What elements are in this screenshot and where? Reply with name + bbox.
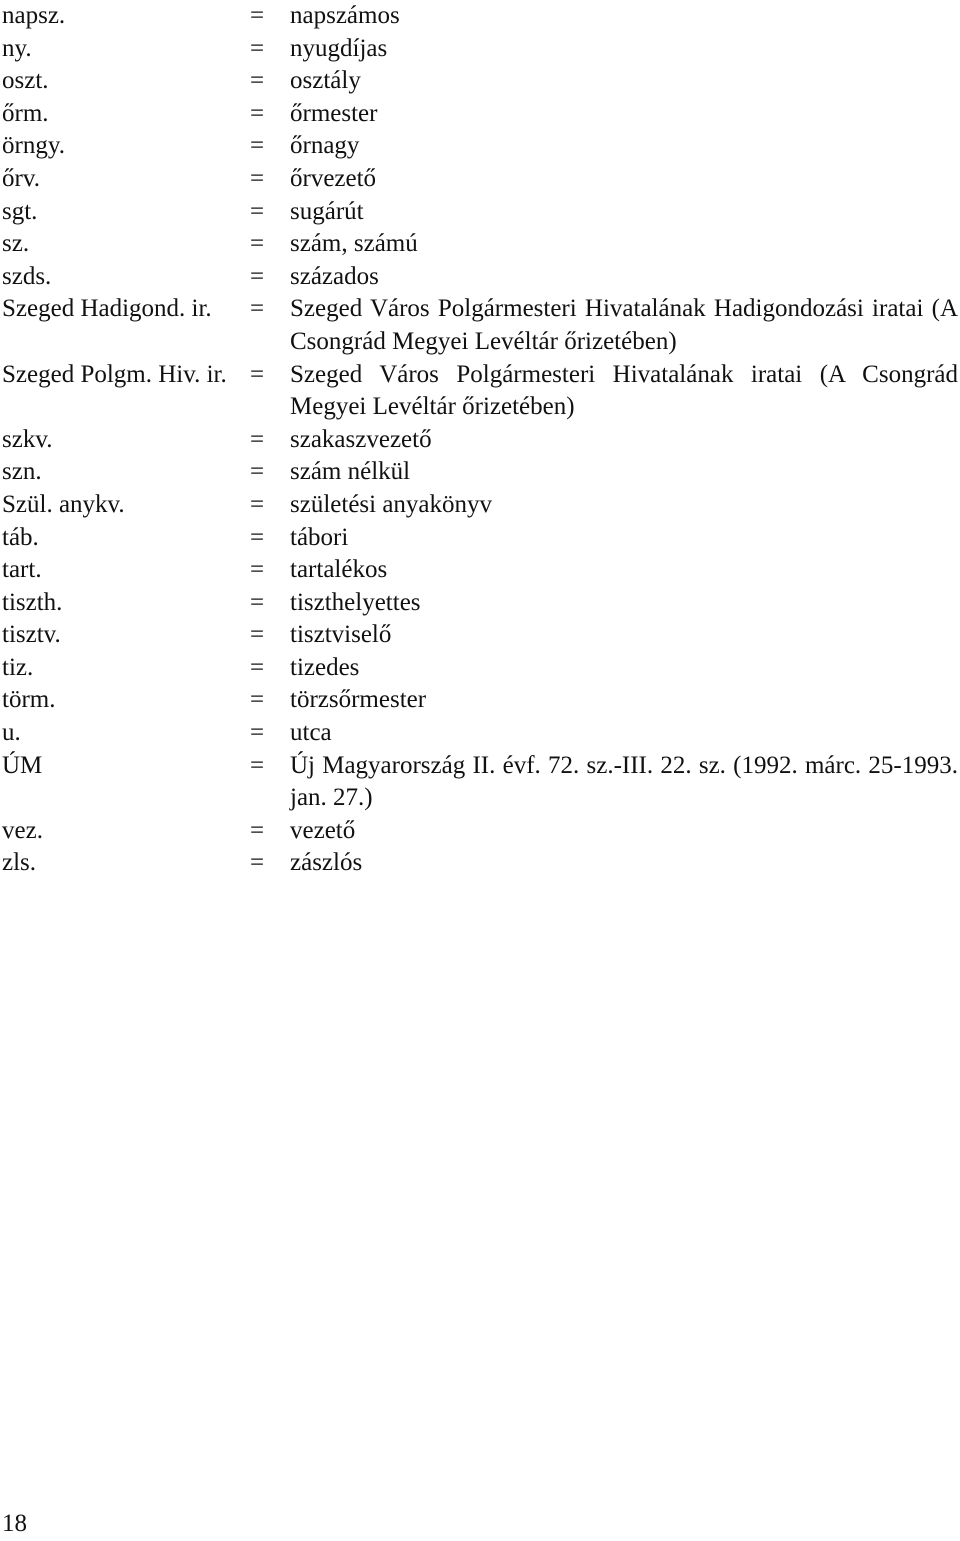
abbreviation: tiz. [2, 653, 34, 681]
abbreviation-entry [2, 424, 958, 457]
abbreviation-entry [2, 65, 958, 98]
abbreviation-entry [2, 587, 958, 620]
abbreviation-meaning: tizedes [290, 653, 360, 681]
equals-sign: = [250, 849, 265, 877]
equals-sign: = [250, 67, 265, 95]
abbreviation: oszt. [2, 67, 49, 95]
abbreviation: törm. [2, 686, 56, 714]
abbreviation: tart. [2, 556, 42, 584]
abbreviation: táb. [2, 523, 39, 551]
abbreviation: örngy. [2, 132, 65, 160]
abbreviation-meaning: szám nélkül [290, 458, 411, 486]
abbreviation-meaning: Új Magyarország II. évf. 72. sz.-III. 22. sz. (1992. márc. 25-1993. jan. 27.) [290, 751, 958, 812]
abbreviation: zls. [2, 849, 37, 877]
abbreviation-entry [2, 522, 958, 555]
abbreviation-meaning: tartalékos [290, 556, 388, 584]
abbreviation-meaning: tisztviselő [290, 621, 392, 649]
equals-sign: = [250, 425, 265, 453]
abbreviation-entry [2, 684, 958, 717]
abbreviation-entry [2, 619, 958, 652]
abbreviation-entry [2, 228, 958, 261]
equals-sign: = [250, 262, 265, 290]
equals-sign: = [250, 360, 265, 388]
abbreviation-entry [2, 489, 958, 522]
equals-sign: = [250, 34, 265, 62]
abbreviation-entry [2, 717, 958, 750]
equals-sign: = [250, 164, 265, 192]
abbreviation-meaning: zászlós [290, 849, 363, 877]
abbreviation-meaning: nyugdíjas [290, 34, 388, 62]
abbreviation: sgt. [2, 197, 38, 225]
abbreviation-meaning: utca [290, 719, 332, 747]
abbreviation-meaning: törzsőrmester [290, 686, 427, 714]
equals-sign: = [250, 588, 265, 616]
equals-sign: = [250, 653, 265, 681]
abbreviation-meaning: szakaszvezető [290, 425, 432, 453]
equals-sign: = [250, 295, 265, 323]
abbreviation-entry [2, 554, 958, 587]
equals-sign: = [250, 490, 265, 518]
equals-sign: = [250, 719, 265, 747]
abbreviation: tisztv. [2, 621, 61, 649]
abbreviation-entry [2, 847, 958, 880]
abbreviation-meaning: napszámos [290, 2, 400, 29]
abbreviation-meaning: osztály [290, 67, 361, 95]
abbreviation-entry [2, 98, 958, 131]
equals-sign: = [250, 556, 265, 584]
abbreviation-meaning: őrmester [290, 99, 378, 127]
abbreviation-list [2, 0, 958, 880]
abbreviation-entry [2, 261, 958, 294]
abbreviation-meaning: születési anyakönyv [290, 490, 493, 518]
equals-sign: = [250, 458, 265, 486]
abbreviation-meaning: tiszthelyettes [290, 588, 421, 616]
abbreviation: őrm. [2, 99, 49, 127]
equals-sign: = [250, 99, 265, 127]
abbreviation-entry [2, 293, 958, 358]
abbreviation: ÚM [2, 751, 43, 779]
abbreviation-entry [2, 652, 958, 685]
abbreviation: Szül. anykv. [2, 490, 125, 518]
abbreviation: napsz. [2, 2, 66, 29]
abbreviation: szkv. [2, 425, 53, 453]
abbreviation-meaning: tábori [290, 523, 349, 551]
abbreviation: u. [2, 719, 21, 747]
abbreviation: tiszth. [2, 588, 63, 616]
abbreviation-entry [2, 130, 958, 163]
abbreviation-entry [2, 359, 958, 424]
abbreviation-entry [2, 456, 958, 489]
abbreviation: Szeged Polgm. Hiv. ir. [2, 360, 227, 388]
equals-sign: = [250, 2, 265, 29]
equals-sign: = [250, 523, 265, 551]
abbreviation-entry [2, 750, 958, 815]
abbreviation-meaning: Szeged Város Polgármesteri Hivatalának iratai (A Csongrád Megyei Levéltár őrizetében) [290, 360, 958, 421]
abbreviation: vez. [2, 816, 43, 844]
abbreviation: őrv. [2, 164, 40, 192]
abbreviation-meaning: szám, számú [290, 230, 418, 258]
equals-sign: = [250, 686, 265, 714]
abbreviation: ny. [2, 34, 32, 62]
abbreviation-meaning: őrvezető [290, 164, 377, 192]
abbreviation-meaning: százados [290, 262, 379, 290]
abbreviation-meaning: sugárút [290, 197, 364, 225]
abbreviation-meaning: vezető [290, 816, 356, 844]
equals-sign: = [250, 230, 265, 258]
abbreviation-entry [2, 196, 958, 229]
abbreviation-entry [2, 33, 958, 66]
abbreviation: sz. [2, 230, 30, 258]
abbreviation-meaning: őrnagy [290, 132, 360, 160]
abbreviation: Szeged Hadigond. ir. [2, 295, 212, 323]
abbreviation-entry [2, 815, 958, 848]
equals-sign: = [250, 621, 265, 649]
equals-sign: = [250, 816, 265, 844]
equals-sign: = [250, 751, 265, 779]
abbreviation: szn. [2, 458, 42, 486]
abbreviation: szds. [2, 262, 52, 290]
equals-sign: = [250, 132, 265, 160]
equals-sign: = [250, 197, 265, 225]
abbreviation-entry [2, 0, 958, 33]
page-number: 18 [2, 1510, 27, 1537]
abbreviation-entry [2, 163, 958, 196]
abbreviation-meaning: Szeged Város Polgármesteri Hivatalának Hadigondozási iratai (A Csongrád Megyei Levéltár őrizetében) [290, 295, 958, 355]
